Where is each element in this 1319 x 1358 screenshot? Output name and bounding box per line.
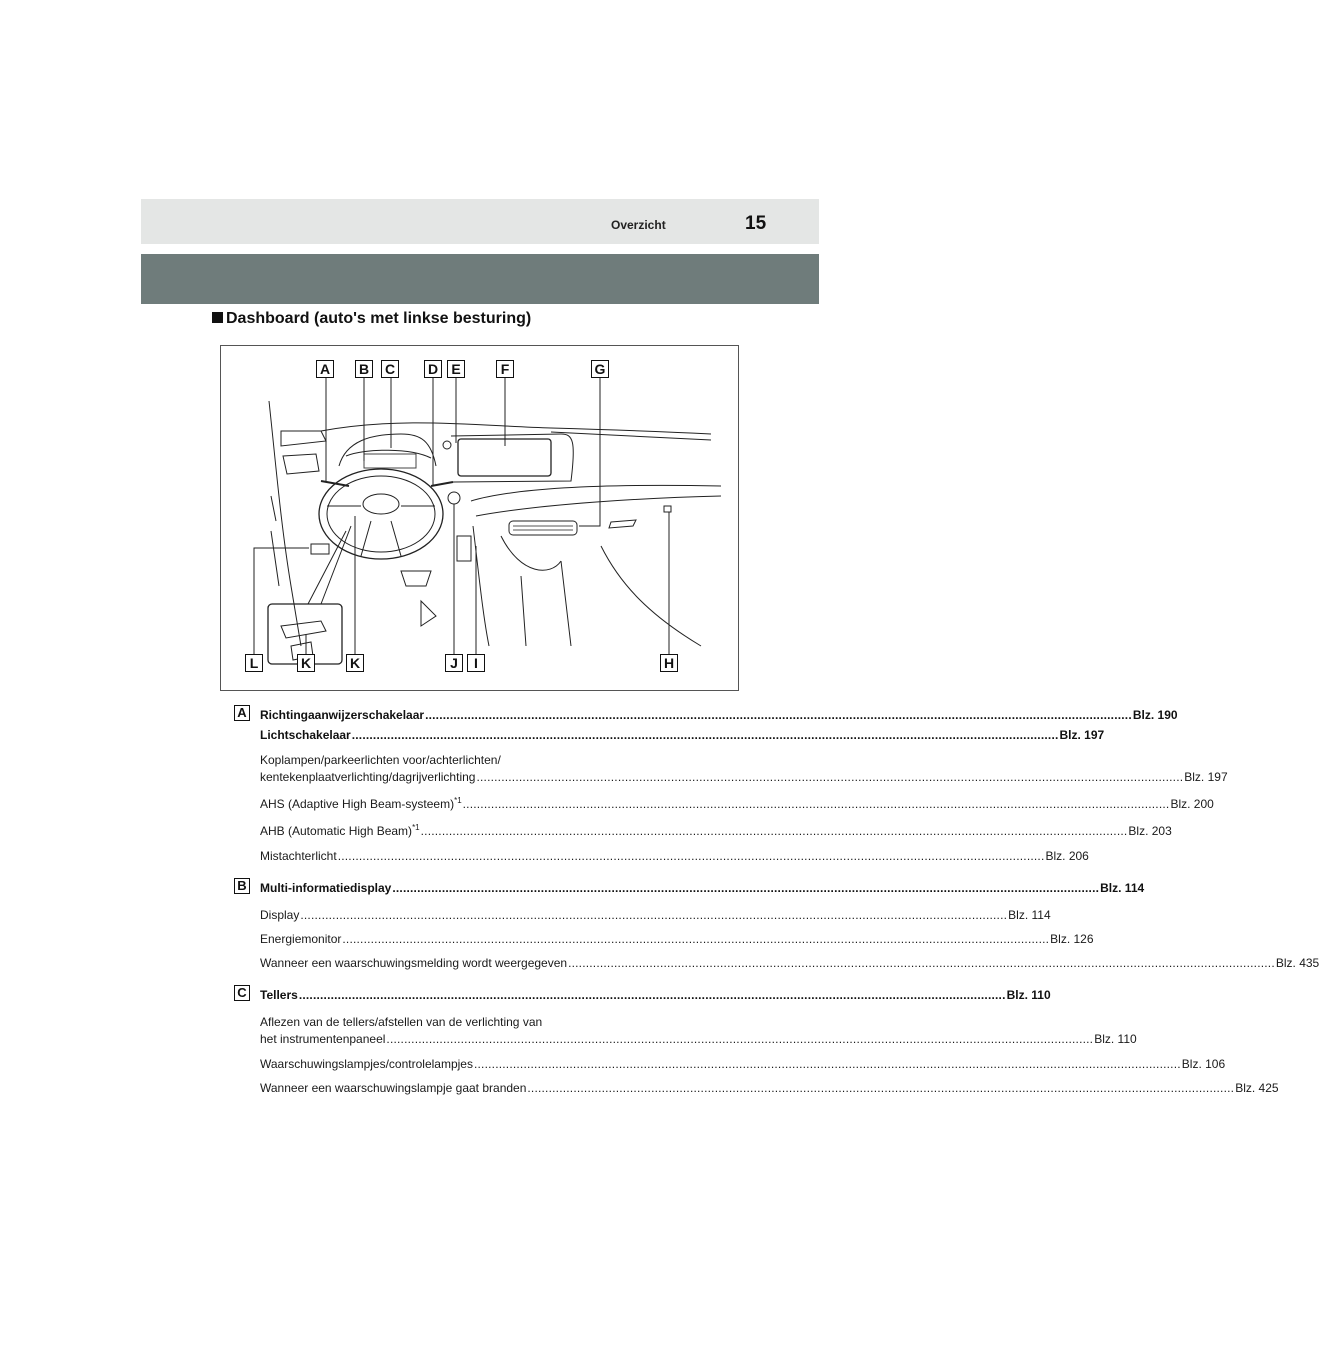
- callout-g: G: [591, 360, 609, 378]
- entry-page: Blz. 200: [1170, 797, 1214, 811]
- entry-page: Blz. 106: [1181, 1057, 1226, 1071]
- entry-text: het instrumentenpaneel: [260, 1032, 386, 1046]
- entry-page: Blz. 435: [1275, 956, 1319, 970]
- entry-page: Blz. 114: [1100, 881, 1145, 895]
- leader-dots: ........................................................................................................................................................................................................: [473, 1057, 1181, 1071]
- leader-dots: ........................................................................................................................................................................................................: [386, 1032, 1094, 1046]
- entry-text: Lichtschakelaar: [260, 728, 351, 742]
- list-item: [260, 880, 1145, 897]
- entry-text-line1: Koplampen/parkeerlichten voor/achterlichten/: [260, 753, 501, 767]
- list-item: [260, 848, 1089, 865]
- list-item: [260, 931, 1094, 948]
- list-item: [260, 1080, 1279, 1097]
- entry-text: Waarschuwingslampjes/controlelampjes: [260, 1057, 473, 1071]
- callout-j: J: [445, 654, 463, 672]
- page-number: 15: [745, 213, 767, 234]
- entry-text: AHB (Automatic High Beam): [260, 824, 413, 838]
- leader-dots: ........................................................................................................................................................................................................: [462, 797, 1170, 811]
- callout-e: E: [447, 360, 465, 378]
- entry-text-line1: Aflezen van de tellers/afstellen van de verlichting van: [260, 1015, 543, 1029]
- leader-dots: ........................................................................................................................................................................................................: [420, 824, 1128, 838]
- leader-dots: ........................................................................................................................................................................................................: [342, 932, 1050, 946]
- entry-badge-c: C: [234, 985, 250, 1001]
- chapter-band: [141, 254, 819, 304]
- list-item: [260, 987, 1051, 1004]
- list-item: [260, 823, 1172, 840]
- footnote-ref: *1: [412, 823, 420, 832]
- callout-k-inset: K: [297, 654, 315, 672]
- chapter-subtitle: Overzicht: [611, 218, 666, 232]
- entry-page: Blz. 425: [1235, 1081, 1279, 1095]
- entry-page: Blz. 203: [1128, 824, 1172, 838]
- callout-a: A: [316, 360, 334, 378]
- callout-l: L: [245, 654, 263, 672]
- entry-page: Blz. 126: [1050, 932, 1094, 946]
- leader-dots: ........................................................................................................................................................................................................: [476, 770, 1184, 784]
- entry-text: kentekenplaatverlichting/dagrijverlichting: [260, 770, 476, 784]
- entry-page: Blz. 190: [1132, 708, 1178, 722]
- entry-page: Blz. 206: [1045, 849, 1089, 863]
- entry-badge-b: B: [234, 878, 250, 894]
- entry-page: Blz. 197: [1184, 770, 1228, 784]
- leader-dots: ........................................................................................................................................................................................................: [568, 956, 1275, 970]
- list-item: [260, 1014, 1137, 1048]
- entry-text: Wanneer een waarschuwingsmelding wordt weergegeven: [260, 956, 568, 970]
- entry-text: Richtingaanwijzerschakelaar: [260, 708, 425, 722]
- footnote-ref: *1: [454, 796, 462, 805]
- entry-text: AHS (Adaptive High Beam-systeem): [260, 797, 455, 811]
- leader-dots: ........................................................................................................................................................................................................: [337, 849, 1045, 863]
- page-header-bar: [141, 199, 819, 244]
- callout-b: B: [355, 360, 373, 378]
- callout-c: C: [381, 360, 399, 378]
- list-item: [260, 1056, 1226, 1073]
- leader-dots: ........................................................................................................................................................................................................: [300, 908, 1008, 922]
- entry-text: Energiemonitor: [260, 932, 342, 946]
- dashboard-drawing: [221, 346, 740, 692]
- list-item: [260, 955, 1319, 972]
- entry-page: Blz. 110: [1094, 1032, 1137, 1046]
- leader-dots: ........................................................................................................................................................................................................: [351, 728, 1059, 742]
- list-item: [260, 727, 1105, 744]
- leader-dots: ........................................................................................................................................................................................................: [527, 1081, 1235, 1095]
- entry-page: Blz. 110: [1006, 988, 1051, 1002]
- callout-i: I: [467, 654, 485, 672]
- leader-dots: ........................................................................................................................................................................................................: [298, 988, 1006, 1002]
- entry-badge-a: A: [234, 705, 250, 721]
- entry-text: Tellers: [260, 988, 298, 1002]
- list-item: [260, 796, 1214, 813]
- callout-h: H: [660, 654, 678, 672]
- list-item: [260, 752, 1228, 786]
- entry-page: Blz. 197: [1059, 728, 1105, 742]
- list-item: [260, 907, 1051, 924]
- leader-dots: ........................................................................................................................................................................................................: [392, 881, 1100, 895]
- square-bullet-icon: [212, 312, 223, 323]
- callout-f: F: [496, 360, 514, 378]
- section-title: [212, 310, 531, 328]
- leader-dots: ........................................................................................................................................................................................................: [425, 708, 1132, 722]
- callout-d: D: [424, 360, 442, 378]
- entry-text: Display: [260, 908, 300, 922]
- list-item: [260, 707, 1178, 724]
- entry-text: Mistachterlicht: [260, 849, 337, 863]
- entry-text: Multi-informatiedisplay: [260, 881, 392, 895]
- callout-k: K: [346, 654, 364, 672]
- section-title-text: Dashboard (auto's met linkse besturing): [226, 310, 532, 327]
- entry-page: Blz. 114: [1008, 908, 1051, 922]
- dashboard-illustration: [220, 345, 739, 691]
- entry-text: Wanneer een waarschuwingslampje gaat branden: [260, 1081, 527, 1095]
